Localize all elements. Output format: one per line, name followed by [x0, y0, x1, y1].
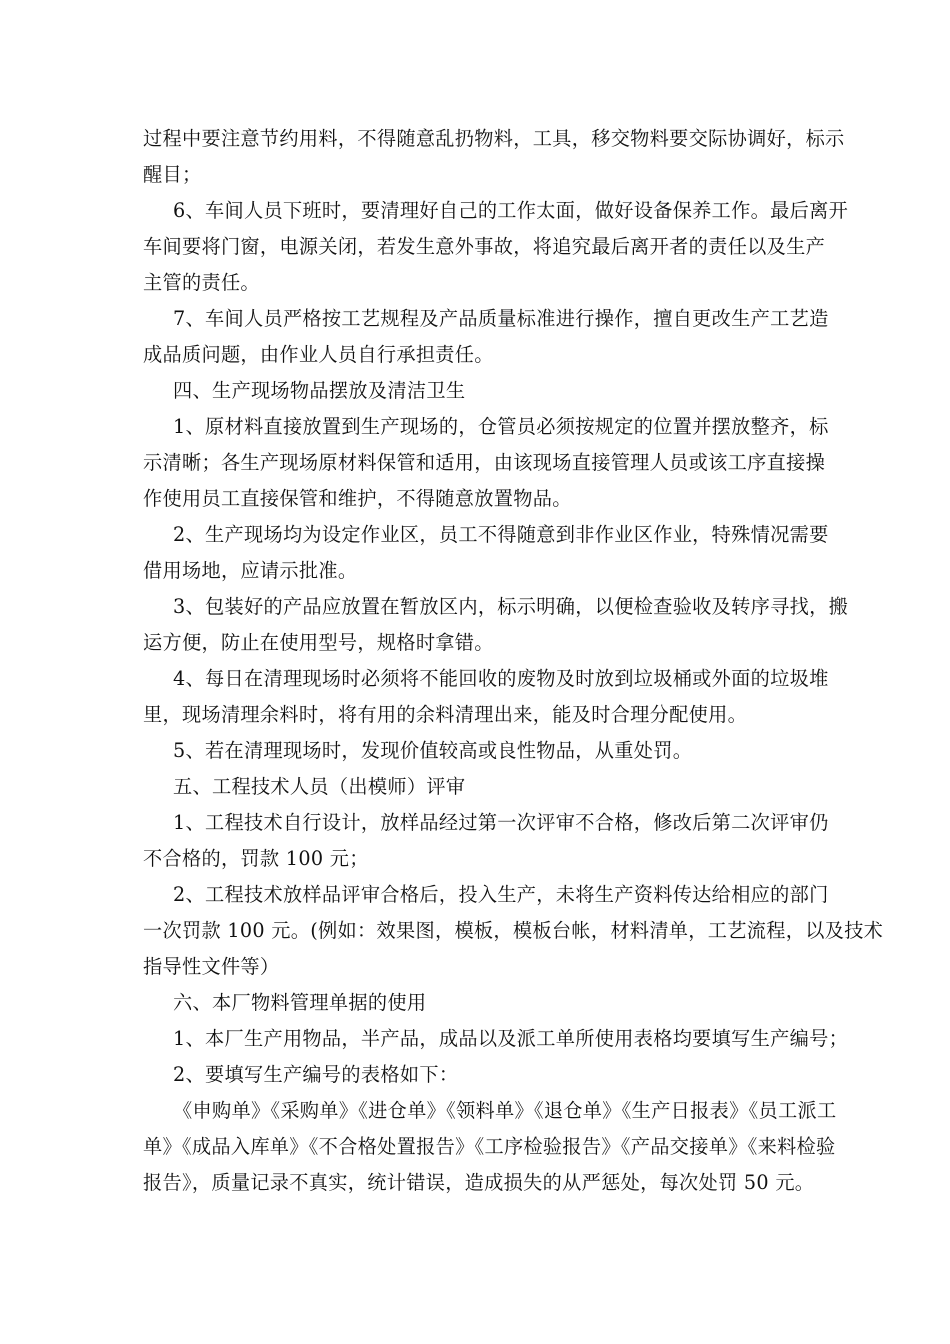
text-line: 一次罚款 100 元。(例如：效果图，模板，模板台帐，材料清单，工艺流程，以及技术 — [143, 919, 884, 942]
text-line: 单》《成品入库单》《不合格处置报告》《工序检验报告》《产品交接单》《来料检验 — [143, 1135, 836, 1158]
text-line: 运方便，防止在使用型号，规格时拿错。 — [143, 631, 494, 654]
text-line: 借用场地，应请示批准。 — [143, 559, 358, 582]
text-line: 1、原材料直接放置到生产现场的，仓管员必须按规定的位置并摆放整齐，标 — [173, 415, 829, 438]
text-line: 3、包装好的产品应放置在暂放区内，标示明确，以便检查验收及转序寻找，搬 — [173, 595, 849, 618]
text-line: 2、要填写生产编号的表格如下： — [173, 1063, 459, 1086]
text-line: 成品质问题，由作业人员自行承担责任。 — [143, 343, 494, 366]
text-line: 6、车间人员下班时，要清理好自己的工作太面，做好设备保养工作。最后离开 — [173, 199, 849, 222]
section-heading: 四、生产现场物品摆放及清洁卫生 — [173, 379, 466, 402]
text-line: 2、工程技术放样品评审合格后，投入生产，未将生产资料传达给相应的部门 — [173, 883, 829, 906]
text-line: 醒目； — [143, 163, 202, 186]
text-line: 指导性文件等） — [143, 955, 280, 978]
text-line: 不合格的，罚款 100 元； — [143, 847, 369, 870]
text-line: 1、本厂生产用物品，半产品，成品以及派工单所使用表格均要填写生产编号； — [173, 1027, 849, 1050]
text-line: 5、若在清理现场时，发现价值较高或良性物品，从重处罚。 — [173, 739, 693, 762]
text-line: 《申购单》《采购单》《进仓单》《领料单》《退仓单》《生产日报表》《员工派工 — [173, 1099, 837, 1122]
text-line: 车间要将门窗，电源关闭，若发生意外事故，将追究最后离开者的责任以及生产 — [143, 235, 826, 258]
text-line: 过程中要注意节约用料，不得随意乱扔物料，工具，移交物料要交际协调好，标示 — [143, 127, 845, 150]
text-line: 报告》，质量记录不真实，统计错误，造成损失的从严惩处，每次处罚 50 元。 — [143, 1171, 815, 1194]
text-line: 里，现场清理余料时，将有用的余料清理出来，能及时合理分配使用。 — [143, 703, 748, 726]
section-heading: 五、工程技术人员（出模师）评审 — [173, 775, 466, 798]
text-line: 2、生产现场均为设定作业区，员工不得随意到非作业区作业，特殊情况需要 — [173, 523, 829, 546]
text-line: 4、每日在清理现场时必须将不能回收的废物及时放到垃圾桶或外面的垃圾堆 — [173, 667, 829, 690]
text-line: 主管的责任。 — [143, 271, 260, 294]
text-line: 示清晰；各生产现场原材料保管和适用，由该现场直接管理人员或该工序直接操 — [143, 451, 826, 474]
text-line: 7、车间人员严格按工艺规程及产品质量标准进行操作，擅自更改生产工艺造 — [173, 307, 829, 330]
section-heading: 六、本厂物料管理单据的使用 — [173, 991, 427, 1014]
text-line: 作使用员工直接保管和维护，不得随意放置物品。 — [143, 487, 572, 510]
text-line: 1、工程技术自行设计，放样品经过第一次评审不合格，修改后第二次评审仍 — [173, 811, 829, 834]
